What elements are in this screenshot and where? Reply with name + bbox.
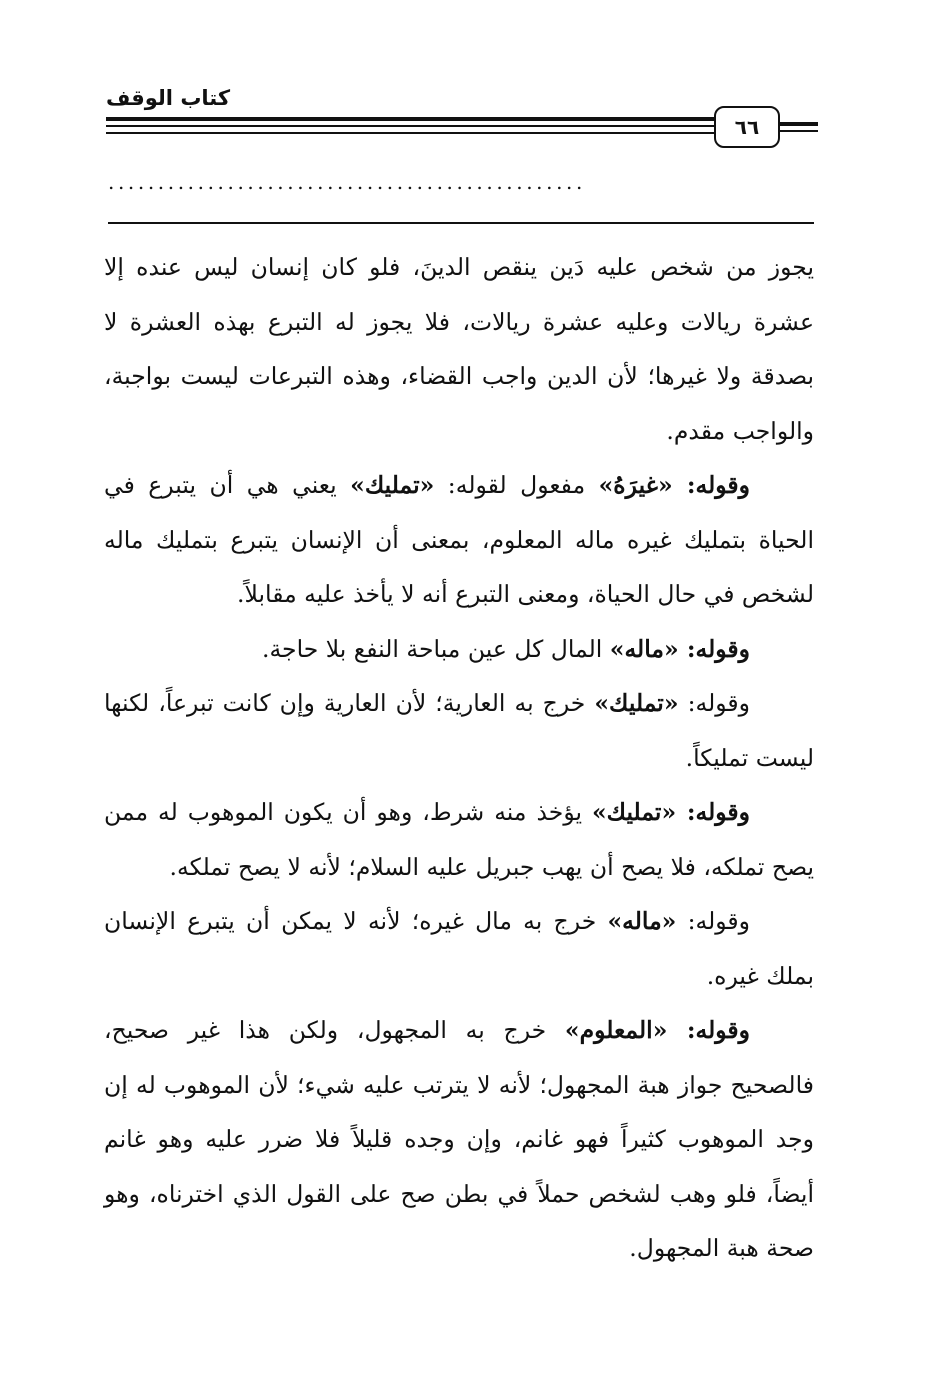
paragraph xyxy=(104,458,814,622)
keyword-text: «تمليك» xyxy=(594,689,679,717)
paragraph-text: وقوله: xyxy=(676,907,750,935)
paragraph-text: خرج به المجهول، ولكن هذا غير صحيح، فالصحيح جواز هبة المجهول؛ لأنه لا يترتب عليه شيء؛ لأن الموهوب له إن وجد الموهوب كثيراً فهو غانم، وإن وجده قليلاً فلا ضرر عليه وهو غانم أيضاً، فلو وهب لشخص حملاً في بطن صح على القول الذي اخترناه، وهو صحة هبة المجهول. xyxy=(104,1016,814,1262)
header-rule xyxy=(106,132,714,134)
keyword-text: «ماله» xyxy=(609,634,679,663)
paragraph xyxy=(104,622,814,677)
paragraph xyxy=(104,785,814,894)
body-text xyxy=(104,240,814,1276)
paragraph xyxy=(104,240,814,458)
paragraph-text: يجوز من شخص عليه دَين ينقص الدينَ، فلو كان إنسان ليس عنده إلا عشرة ريالات وعليه عشرة ريالات، فلا يجوز له التبرع بهذه العشرة لا بصدقة ولا غيرها؛ لأن الدين واجب القضاء، وهذه التبرعات ليست بواجبة، والواجب مقدم. xyxy=(104,253,814,445)
paragraph xyxy=(104,1003,814,1276)
paragraph xyxy=(104,676,814,785)
header-rule-right xyxy=(778,130,818,132)
keyword-text: «تمليك» xyxy=(591,798,677,826)
paragraph-text: المال كل عين مباحة النفع بلا حاجة. xyxy=(261,634,610,663)
book-title: كتاب الوقف xyxy=(106,86,231,110)
keyword-text: وقوله: xyxy=(676,798,750,826)
paragraph-text: خرج به مال غيره؛ لأنه لا يمكن أن يتبرع الإنسان بملك غيره. xyxy=(104,907,814,990)
header-rule xyxy=(106,125,714,127)
paragraph-text: يؤخذ منه شرط، وهو أن يكون الموهوب له ممن يصح تملكه، فلا يصح أن يهب جبريل عليه السلام؛ لأنه لا يصح تملكه. xyxy=(104,798,814,881)
header-rule xyxy=(106,117,714,121)
divider xyxy=(108,222,814,224)
keyword-text: «غيرَهُ» xyxy=(598,471,673,499)
keyword-text: «تمليك» xyxy=(350,471,435,499)
paragraph-text: وقوله: xyxy=(678,689,750,717)
paragraph-text: خرج به العارية؛ لأن العارية وإن كانت تبرعاً، لكنها ليست تمليكاً. xyxy=(104,689,814,772)
paragraph xyxy=(104,894,814,1003)
page-number: ٦٦ xyxy=(714,106,780,148)
keyword-text: وقوله: xyxy=(678,634,750,663)
keyword-text: وقوله: xyxy=(667,1016,750,1044)
keyword-text: «المعلوم» xyxy=(564,1016,668,1044)
header-rule-right xyxy=(778,122,818,126)
keyword-text: «ماله» xyxy=(607,907,677,935)
paragraph-text: مفعول لقوله: xyxy=(434,471,599,499)
footnote-dots: ................................................ xyxy=(108,170,586,194)
paragraph-text: يعني هي أن يتبرع في الحياة بتمليك غيره ماله المعلوم، بمعنى أن الإنسان يتبرع بتمليك ماله لشخص في حال الحياة، ومعنى التبرع أنه لا يأخذ عليه مقابلاً. xyxy=(104,471,814,608)
keyword-text: وقوله: xyxy=(672,471,750,499)
